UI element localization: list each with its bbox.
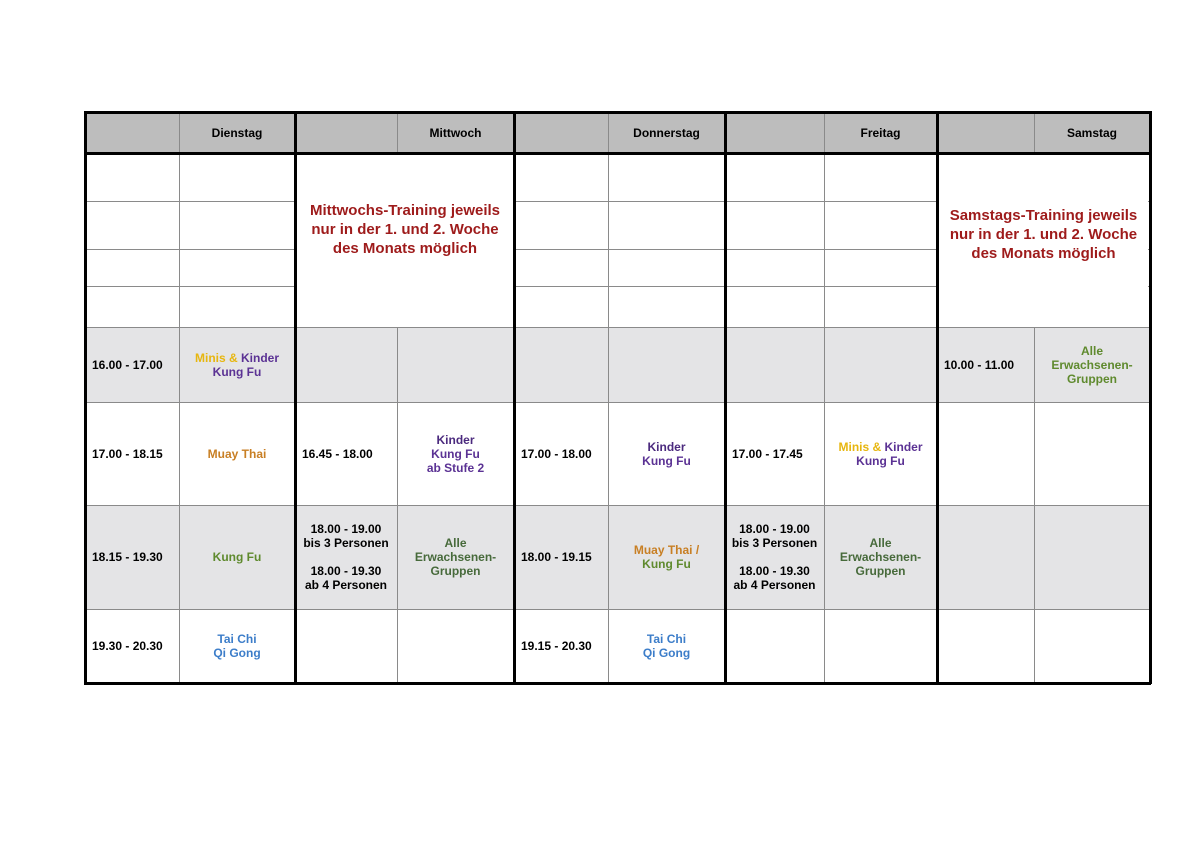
time-text: 18.00 - 19.15 <box>521 550 592 564</box>
time-text: 19.30 - 20.30 <box>92 639 163 653</box>
class-text: Erwachsenen- <box>414 550 497 564</box>
time-cell-donnerstag <box>514 327 608 402</box>
class-cell-freitag <box>824 327 937 402</box>
class-cell-freitag <box>824 402 937 505</box>
class-text: Alle <box>1080 343 1103 358</box>
time-text: 10.00 - 11.00 <box>944 357 1015 372</box>
class-text: Qi Gong <box>213 646 261 660</box>
time-text: 18.15 - 19.30 <box>92 550 163 564</box>
time-cell-samstag <box>937 609 1034 683</box>
time-cell-donnerstag <box>514 609 608 683</box>
class-cell-freitag <box>824 505 937 609</box>
time-line <box>303 550 388 564</box>
time-cell-dienstag <box>85 402 179 505</box>
time-cell-freitag <box>725 505 824 609</box>
time-line: 18.00 - 19.00 <box>739 522 810 536</box>
class-text: Kung Fu <box>642 557 691 571</box>
grid-line-horizontal <box>85 327 1150 328</box>
time-cell-donnerstag <box>514 402 608 505</box>
class-text: Gruppen <box>1067 371 1117 386</box>
header-blank-freitag <box>725 112 824 153</box>
class-text: Alle <box>444 536 467 550</box>
class-text: Kung Fu <box>856 453 905 468</box>
grid-line-vertical <box>608 112 609 683</box>
class-text: Qi Gong <box>642 646 691 660</box>
header-blank-mittwoch <box>295 112 397 153</box>
class-text: Kung Fu <box>431 446 480 461</box>
class-label <box>1051 344 1132 386</box>
grid-line-vertical <box>179 112 180 683</box>
class-label <box>643 632 690 660</box>
class-text: Tai Chi <box>646 632 687 646</box>
header-blank-samstag <box>937 112 1034 153</box>
grid-line-horizontal <box>85 505 1150 506</box>
class-label <box>195 351 279 379</box>
grid-line-horizontal <box>85 402 1150 403</box>
class-text: Alle <box>869 536 892 550</box>
class-cell-dienstag <box>179 402 295 505</box>
border-vertical <box>84 111 87 684</box>
time-text: 17.00 - 17.45 <box>732 446 803 461</box>
time-cell-mittwoch <box>295 609 397 683</box>
grid-line-horizontal <box>85 609 1150 610</box>
class-cell-mittwoch <box>397 402 514 505</box>
border-horizontal <box>84 111 1151 114</box>
header-blank-dienstag <box>85 112 179 153</box>
border-vertical <box>936 111 939 684</box>
class-cell-donnerstag <box>608 402 725 505</box>
class-cell-samstag <box>1034 402 1150 505</box>
time-cell-samstag <box>937 402 1034 505</box>
class-cell-samstag <box>1034 327 1150 402</box>
time-cell-samstag <box>937 505 1034 609</box>
class-label <box>208 447 267 461</box>
class-text: Gruppen <box>430 564 481 578</box>
class-label <box>840 536 921 578</box>
time-line: ab 4 Personen <box>733 578 816 592</box>
class-cell-samstag <box>1034 609 1150 683</box>
border-vertical <box>1149 111 1152 684</box>
time-line <box>732 550 817 564</box>
time-cell-donnerstag <box>514 505 608 609</box>
header-blank-donnerstag <box>514 112 608 153</box>
class-text: Kinder <box>647 439 686 454</box>
class-label <box>838 440 922 468</box>
class-text: Muay Thai / <box>633 543 700 557</box>
class-label <box>634 543 699 571</box>
header-day-dienstag: Dienstag <box>179 112 295 153</box>
class-text: ab Stufe 2 <box>426 460 485 475</box>
border-vertical <box>294 111 297 684</box>
time-line: ab 4 Personen <box>304 578 388 592</box>
class-text: Kung Fu <box>212 550 262 564</box>
header-day-mittwoch: Mittwoch <box>397 112 514 153</box>
border-horizontal <box>84 682 1151 685</box>
class-label <box>213 632 260 660</box>
grid-line-vertical <box>824 112 825 683</box>
time-line: 18.00 - 19.30 <box>739 564 810 578</box>
class-cell-mittwoch <box>397 609 514 683</box>
class-cell-mittwoch <box>397 505 514 609</box>
class-cell-dienstag <box>179 327 295 402</box>
time-lines <box>732 522 817 592</box>
time-line: 18.00 - 19.00 <box>310 522 382 536</box>
class-text: Tai Chi <box>217 632 257 646</box>
time-text: 17.00 - 18.15 <box>92 446 163 461</box>
note-mittwoch: Mittwochs-Training jeweils nur in der 1. und 2. Woche des Monats möglich <box>297 155 513 327</box>
class-text: Kinder <box>436 432 475 447</box>
class-cell-donnerstag <box>608 609 725 683</box>
time-cell-mittwoch <box>295 505 397 609</box>
schedule-table <box>85 112 1150 683</box>
class-label <box>213 550 262 564</box>
time-lines <box>303 522 388 592</box>
time-line: bis 3 Personen <box>731 536 818 550</box>
class-cell-samstag <box>1034 505 1150 609</box>
class-text: Kung Fu <box>642 453 691 468</box>
class-text: Minis & <box>838 439 885 454</box>
time-text: 19.15 - 20.30 <box>521 639 592 653</box>
time-cell-mittwoch <box>295 402 397 505</box>
class-cell-dienstag <box>179 505 295 609</box>
time-line: 18.00 - 19.30 <box>310 564 382 578</box>
time-line: bis 3 Personen <box>303 536 389 550</box>
class-cell-dienstag <box>179 609 295 683</box>
time-cell-dienstag <box>85 609 179 683</box>
border-vertical <box>724 111 727 684</box>
time-cell-dienstag <box>85 505 179 609</box>
class-label <box>427 433 484 475</box>
time-cell-samstag <box>937 327 1034 402</box>
time-text: 16.00 - 17.00 <box>92 357 163 372</box>
class-text: Kung Fu <box>212 364 262 379</box>
class-text: Muay Thai <box>207 446 267 461</box>
time-cell-freitag <box>725 402 824 505</box>
border-vertical <box>513 111 516 684</box>
header-day-samstag: Samstag <box>1034 112 1150 153</box>
class-cell-mittwoch <box>397 327 514 402</box>
time-cell-freitag <box>725 609 824 683</box>
class-text: Kinder <box>884 439 923 454</box>
header-day-donnerstag: Donnerstag <box>608 112 725 153</box>
class-cell-donnerstag <box>608 505 725 609</box>
class-label <box>415 536 496 578</box>
class-cell-donnerstag <box>608 327 725 402</box>
time-cell-mittwoch <box>295 327 397 402</box>
time-cell-freitag <box>725 327 824 402</box>
class-text: Kinder <box>241 350 280 365</box>
note-samstag: Samstags-Training jeweils nur in der 1. und 2. Woche des Monats möglich <box>939 155 1148 327</box>
time-cell-dienstag <box>85 327 179 402</box>
class-text: Minis & <box>194 350 241 365</box>
time-text: 17.00 - 18.00 <box>521 446 592 461</box>
time-text: 16.45 - 18.00 <box>302 446 373 461</box>
class-cell-freitag <box>824 609 937 683</box>
class-label <box>642 440 691 468</box>
class-text: Gruppen <box>855 564 906 578</box>
class-text: Erwachsenen- <box>839 550 922 564</box>
class-text: Erwachsenen- <box>1051 357 1133 372</box>
border-horizontal <box>84 152 1151 155</box>
header-day-freitag: Freitag <box>824 112 937 153</box>
